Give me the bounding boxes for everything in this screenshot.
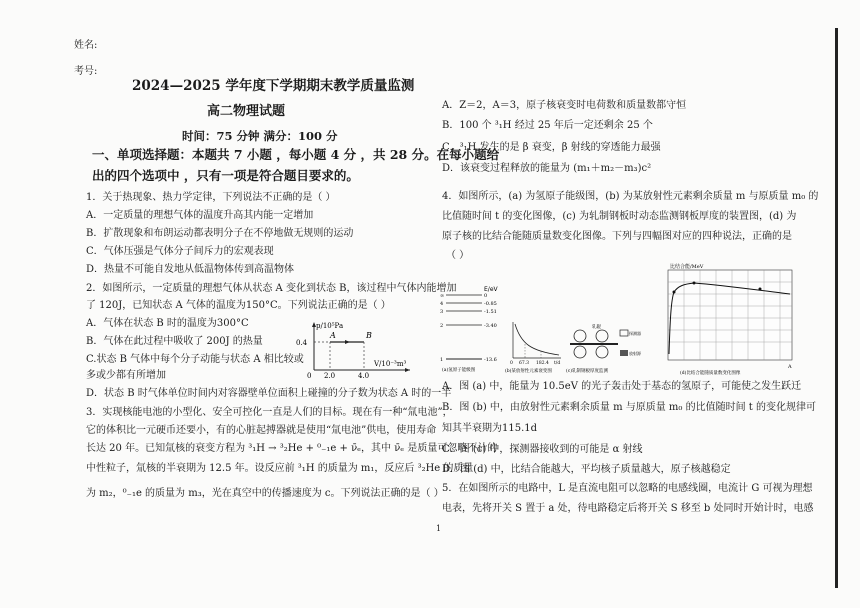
label-detector: 探测器 [629, 331, 641, 336]
roller-top-right [596, 330, 608, 342]
q4-line-3: 原子核的比结合能随质量数变化图像。下列与四幅图对应的四种说法，正确的是 [442, 231, 792, 242]
q4-option-a: A．图 (a) 中，能量为 10.5eV 的光子轰击处于基态的氢原子，可能使之发生跃迁 [442, 381, 802, 392]
fig-d-ylabel: 比结合能/MeV [670, 264, 704, 270]
q4-option-d: D．图 (d) 中，比结合能越大，平均核子质量越大，原子核越稳定 [442, 464, 731, 475]
fig-b-xlabel: t/d [554, 361, 561, 366]
n-label-3: 3 [440, 309, 444, 315]
fig-d-point-1 [673, 291, 676, 294]
q2-stem-1: 2．如图所示，一定质量的理想气体从状态 A 变化到状态 B，该过程中气体内能增加 [86, 283, 457, 294]
q4-figure-a [440, 283, 505, 375]
number-label: 考号: [74, 66, 98, 77]
fig-b-tick-2: 182.4 [536, 361, 549, 366]
q4-line-4: （ ） [446, 250, 470, 261]
q4-option-c: C．图 (c) 中，探测器接收到的可能是 α 射线 [442, 444, 643, 455]
detector-box [620, 330, 628, 336]
level-value-1: -13.6 [484, 357, 497, 363]
x-tick-label-2: 4.0 [358, 372, 370, 378]
q3-line-3: 长达 20 年。已知氚核的衰变方程为 ³₁H → ³₂He + ⁰₋₁e + ν̄ₑ，其中 ν̄ₑ 是质量可忽略不计的 [86, 443, 498, 454]
page-number: 1 [436, 524, 442, 533]
fig-b-tick-0: 0 [510, 361, 513, 366]
q4-line-1: 4．如图所示，(a) 为氢原子能级图，(b) 为某放射性元素剩余质量 m 与原质量 m₀ 的 [442, 191, 819, 202]
q2-option-a: A．气体在状态 B 时的温度为300°C [86, 318, 249, 329]
label-source: 放射源 [629, 351, 641, 356]
decay-curve [515, 324, 559, 355]
n-label-4: 4 [440, 301, 444, 307]
q3-option-a: A．Z＝2，A＝3，原子核衰变时电荷数和质量数都守恒 [442, 100, 687, 111]
fig-c-caption: (c)轧制钢板厚度监测 [566, 369, 609, 374]
q3-option-b: B．100 个 ³₁H 经过 25 年后一定还剩余 25 个 [442, 120, 653, 131]
q4-option-b-cont: 知其半衰期为115.1d [442, 423, 538, 434]
q5-line-1: 5．在如图所示的电路中，L 是直流电阻可以忽略的电感线圈，电流计 G 可视为理想 [442, 483, 813, 494]
fig-a-unit: E/eV [484, 286, 498, 293]
section-heading-2: 出的四个选项中 ，只有一项是符合题目要求的。 [92, 168, 359, 183]
q2-option-c-cont: 多或少都有所增加 [86, 370, 166, 381]
q3-option-d: D．该衰变过程释放的能量为 (m₁＋m₂－m₃)c² [442, 163, 652, 174]
roller-bottom-right [596, 346, 608, 358]
process-arrow [345, 340, 350, 344]
roller-bottom-left [574, 346, 586, 358]
source-box [620, 350, 628, 356]
q3-line-1: 3．实现核能电池的小型化、安全可控化一直是人们的目标。现在有一种“氚电池”， [86, 407, 453, 418]
q2-option-d: D．状态 B 时气体单位时间内对容器壁单位面积上碰撞的分子数为状态 A 时的一半 [86, 388, 452, 399]
steel-plate [570, 343, 618, 345]
q4-line-2: 比值随时间 t 的变化图像，(c) 为轧制钢板时动态监测钢板厚度的装置图，(d) 为 [442, 211, 797, 222]
q3-line-4: 中性粒子，氚核的半衰期为 12.5 年。设反应前 ³₁H 的质量为 m₁，反应后 ³₂He 的质量 [86, 463, 474, 474]
section-heading-1: 一、单项选择题：本题共 7 小题 ，每小题 4 分 ，共 28 分。在每小题给 [92, 147, 500, 162]
page-edge [835, 28, 838, 588]
x-tick-label-1: 2.0 [324, 372, 336, 378]
q1-stem: 1．关于热现象、热力学定律，下列说法不正确的是（ ） [86, 192, 336, 203]
q2-stem-2: 了 120J，已知状态 A 气体的温度为150°C。下列说法正确的是（ ） [86, 300, 391, 311]
q1-option-c: C．气体压强是气体分子间斥力的宏观表现 [86, 246, 274, 257]
label-roller: 轧辊 [592, 325, 601, 330]
q2-option-b: B．气体在此过程中吸收了 200J 的热量 [86, 336, 263, 347]
x-tick-label-0: 0 [307, 372, 312, 378]
y-tick-label: 0.4 [296, 339, 308, 347]
q4-figure-d [660, 262, 800, 376]
q3-line-5: 为 m₂，⁰₋₁e 的质量为 m₃，光在真空中的传播速度为 c。下列说法正确的是（ ） [86, 488, 444, 499]
level-value-3: -1.51 [484, 309, 497, 315]
level-value-4: -0.85 [484, 301, 497, 307]
n-label-2: 2 [440, 323, 444, 329]
q3-line-2: 它的体积比一元硬币还要小，有的心脏起搏器就是使用“氚电池”供电，使用寿命 [86, 425, 437, 436]
q4-option-b: B．图 (b) 中，由放射性元素剩余质量 m 与原质量 m₀ 的比值随时间 t 的变化规律可 [442, 402, 816, 413]
q3-option-c: C．³₁H 发生的是 β 衰变，β 射线的穿透能力最强 [442, 142, 661, 153]
n-label-inf: ∞ [440, 293, 445, 299]
fig-d-frame [668, 270, 792, 360]
fig-b-tick-1: 67.3 [519, 361, 530, 366]
q1-option-d: D．热量不可能自发地从低温物体传到高温物体 [86, 264, 295, 275]
level-value-2: -3.40 [484, 323, 497, 329]
roller-top-left [574, 330, 586, 342]
exam-subtitle: 高二物理试题 [207, 104, 286, 119]
fig-d-point-2 [693, 282, 696, 285]
x-axis-label: V/10⁻³m³ [374, 360, 407, 368]
x-arrow [405, 368, 410, 372]
q5-line-2: 电表，先将开关 S 置于 a 处，待电路稳定后将开关 S 移至 b 处同时开始计时，电感 [442, 503, 814, 514]
y-axis-label: p/10⁵Pa [316, 322, 344, 330]
point-b-label: B [366, 331, 372, 340]
q2-option-c: C.状态 B 气体中每个分子动能与状态 A 相比较或 [86, 354, 304, 365]
q4-figure-c [566, 322, 642, 376]
name-label: 姓名: [74, 40, 98, 51]
q4-figure-b [505, 318, 565, 376]
q1-option-a: A．一定质量的理想气体的温度升高其内能一定增加 [86, 210, 314, 221]
fig-b-caption: (b)某放射性元素衰变图 [505, 369, 552, 374]
level-value-inf: 0 [484, 293, 488, 299]
fig-d-xlabel: A [788, 364, 792, 370]
q1-option-b: B．扩散现象和布朗运动都表明分子在不停地做无规则的运动 [86, 228, 354, 239]
exam-title: 2024—2025 学年度下学期期末教学质量监测 [132, 78, 415, 94]
n-label-1: 1 [440, 357, 444, 363]
fig-d-point-3 [759, 288, 762, 291]
fig-a-caption: (a)氢原子能级图 [442, 368, 476, 373]
q2-pv-graph [290, 318, 415, 378]
fig-d-caption: (d)比结合能随质量数变化图像 [680, 371, 741, 376]
point-a-label: A [330, 331, 336, 340]
time-score: 时间：75 分钟 满分：100 分 [182, 129, 338, 143]
